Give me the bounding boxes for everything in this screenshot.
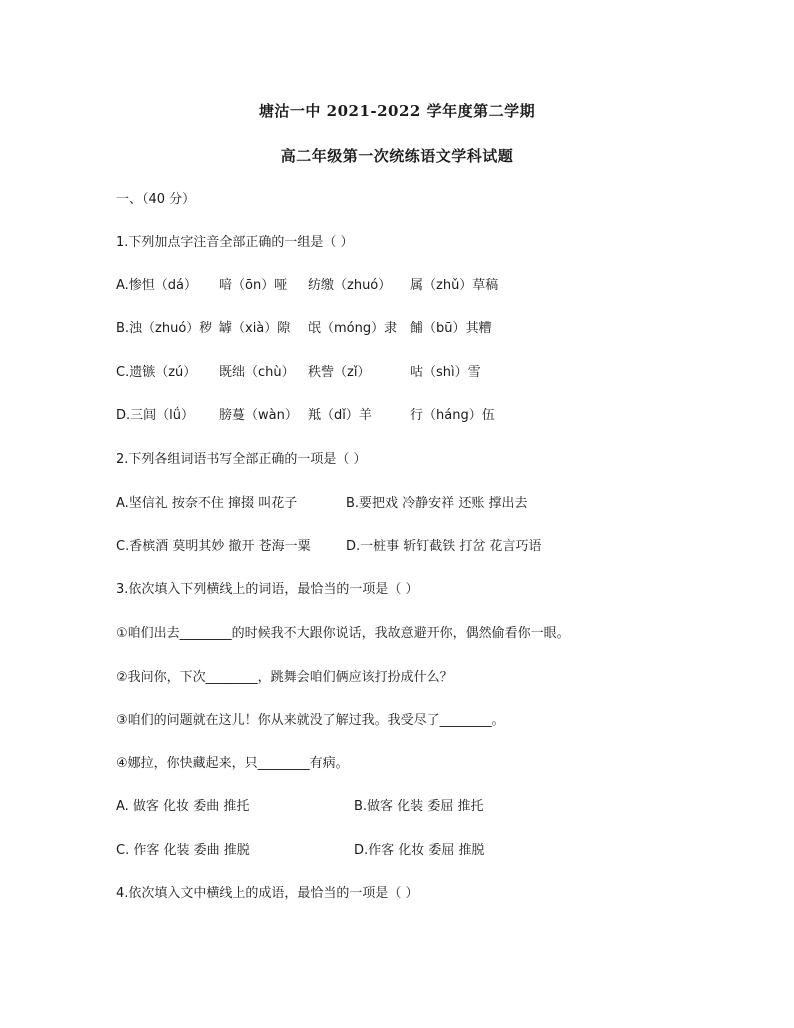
q2-option-b: B.要把戏 冷静安祥 还账 撑出去 [346, 496, 528, 511]
q1-option-d-item-1: D.三闾（lǘ） [116, 408, 194, 423]
question-2-stem: 2.下列各组词语书写全部正确的一项是（ ） [116, 452, 367, 467]
q1-option-b-item-4: 餔（bū）其糟 [410, 321, 492, 336]
section-heading: 一、（40 分） [116, 192, 196, 207]
q2-option-d: D.一桩事 斩钉截铁 打岔 花言巧语 [346, 539, 542, 554]
q1-option-a-item-4: 属（zhǔ）草稿 [410, 278, 499, 293]
q3-option-b: B.做客 化装 委屈 推托 [354, 799, 484, 814]
q1-option-a-item-1: A.惨怛（dá） [116, 278, 198, 293]
question-1-stem: 1.下列加点字注音全部正确的一组是（ ） [116, 235, 354, 250]
question-4-stem: 4.依次填入文中横线上的成语，最恰当的一项是（ ） [116, 886, 419, 901]
exam-title-line2: 高二年级第一次统练语文学科试题 [280, 147, 514, 165]
q3-sentence-4: ④娜拉，你快藏起来，只________有病。 [116, 756, 349, 771]
q1-option-c-item-2: 既绌（chù） [219, 365, 295, 380]
q1-option-d-item-3: 羝（dǐ）羊 [308, 408, 372, 423]
q3-sentence-2: ②我问你，下次________，跳舞会咱们俩应该打扮成什么？ [116, 670, 453, 685]
q3-option-c: C. 作客 化装 委曲 推脱 [116, 843, 250, 858]
question-3-stem: 3.依次填入下列横线上的词语，最恰当的一项是（ ） [116, 582, 419, 597]
q2-option-c: C.香槟酒 莫明其妙 撤开 苍海一粟 [116, 539, 311, 554]
q3-option-d: D.作客 化妆 委屈 推脱 [354, 843, 485, 858]
q1-option-b-item-1: B.浊（zhuó）秽 [116, 321, 213, 336]
q3-sentence-1: ①咱们出去________的时候我不大跟你说话，我故意避开你，偶然偷看你一眼。 [116, 626, 570, 641]
q1-option-c-item-4: 咕（shì）雪 [410, 365, 481, 380]
q2-option-a: A.坚信礼 按奈不住 撺掇 叫花子 [116, 496, 298, 511]
q3-sentence-3: ③咱们的问题就在这儿！你从来就没了解过我。我受尽了________。 [116, 713, 505, 728]
q1-option-c-item-1: C.遗镞（zú） [116, 365, 197, 380]
q1-option-d-item-4: 行（háng）伍 [410, 408, 495, 423]
q1-option-d-item-2: 膀蔓（wàn） [219, 408, 298, 423]
q1-option-a-item-2: 喑（ōn）哑 [219, 278, 288, 293]
q3-option-a: A. 做客 化妆 委曲 推托 [116, 799, 250, 814]
q1-option-b-item-2: 罅（xià）隙 [219, 321, 291, 336]
exam-title-line1: 塘沽一中 2021-2022 学年度第二学期 [258, 102, 536, 120]
q1-option-b-item-3: 氓（móng）隶 [308, 321, 398, 336]
q1-option-c-item-3: 秩訾（zǐ） [308, 365, 371, 380]
q1-option-a-item-3: 纺缴（zhuó） [308, 278, 392, 293]
